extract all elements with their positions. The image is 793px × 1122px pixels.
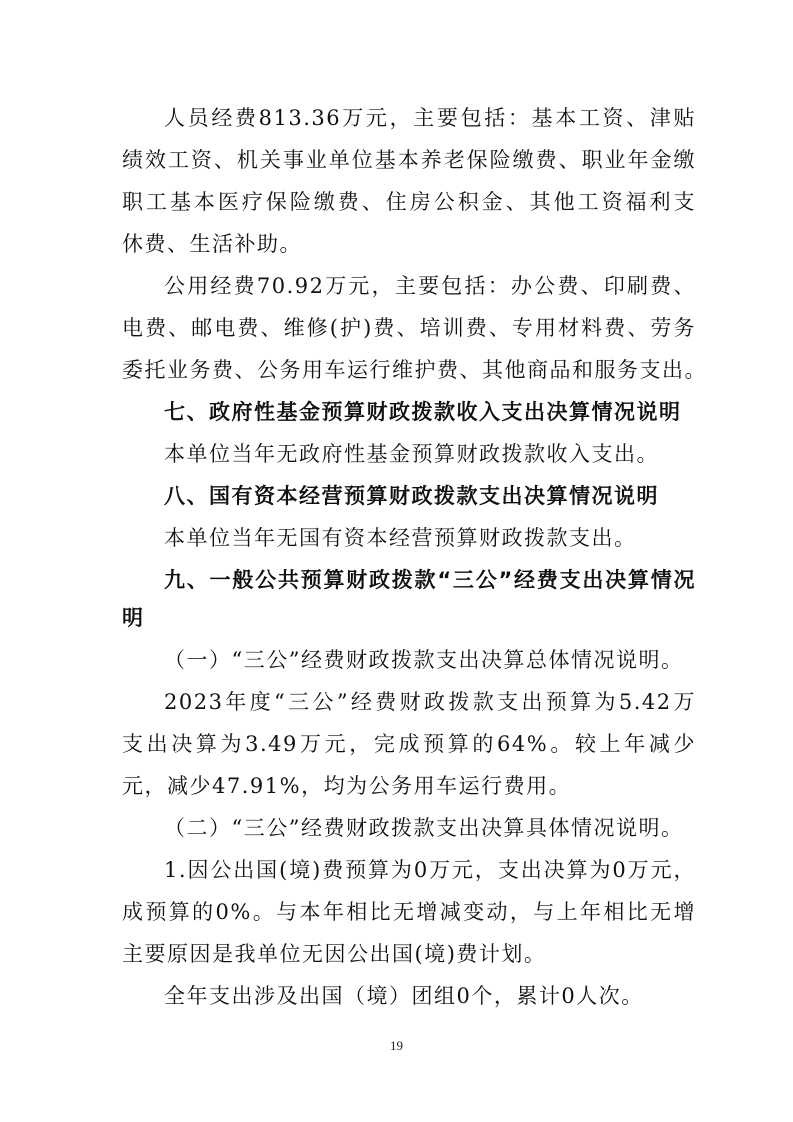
subsection-1-heading: （一）“三公”经费财政拨款支出决算总体情况说明。	[164, 648, 684, 672]
section-9-heading-line-1: 九、一般公共预算财政拨款“三公”经费支出决算情况	[164, 568, 696, 592]
public-line-2: 电费、邮电费、维修(护)费、培训费、专用材料费、劳务	[122, 316, 696, 340]
personnel-line-3: 职工基本医疗保险缴费、住房公积金、其他工资福利支	[122, 190, 696, 214]
subsection-2-heading: （二）“三公”经费财政拨款支出决算具体情况说明。	[164, 816, 684, 840]
section-9-heading-line-2: 明	[122, 606, 145, 630]
item-1-line-1: 1.因公出国(境)费预算为0万元，支出决算为0万元，	[164, 858, 696, 882]
item-1-line-3: 主要原因是我单位无因公出国(境)费计划。	[122, 942, 547, 966]
subsection-1-line-1: 2023年度“三公”经费财政拨款支出预算为5.42万	[164, 690, 696, 714]
section-7-text: 本单位当年无政府性基金预算财政拨款收入支出。	[164, 442, 659, 466]
personnel-line-2: 绩效工资、机关事业单位基本养老保险缴费、职业年金缴	[122, 148, 696, 172]
public-line-3: 委托业务费、公务用车运行维护费、其他商品和服务支出。	[122, 358, 707, 382]
section-8-heading: 八、国有资本经营预算财政拨款支出决算情况说明	[164, 484, 659, 508]
personnel-line-4: 休费、生活补助。	[122, 232, 302, 256]
item-1-extra: 全年支出涉及出国（境）团组0个，累计0人次。	[164, 984, 644, 1008]
public-line-1: 公用经费70.92万元，主要包括：办公费、印刷费、	[164, 274, 696, 298]
page-number: 19	[390, 1038, 403, 1053]
personnel-line-1: 人员经费813.36万元，主要包括：基本工资、津贴	[164, 106, 696, 130]
item-1-line-2: 成预算的0%。与本年相比无增减变动，与上年相比无增	[122, 900, 696, 924]
section-7-heading: 七、政府性基金预算财政拨款收入支出决算情况说明	[164, 400, 682, 424]
subsection-1-line-2: 支出决算为3.49万元，完成预算的64%。较上年减少	[122, 732, 696, 756]
subsection-1-line-3: 元，减少47.91%，均为公务用车运行费用。	[122, 774, 572, 798]
section-8-text: 本单位当年无国有资本经营预算财政拨款支出。	[164, 526, 637, 550]
